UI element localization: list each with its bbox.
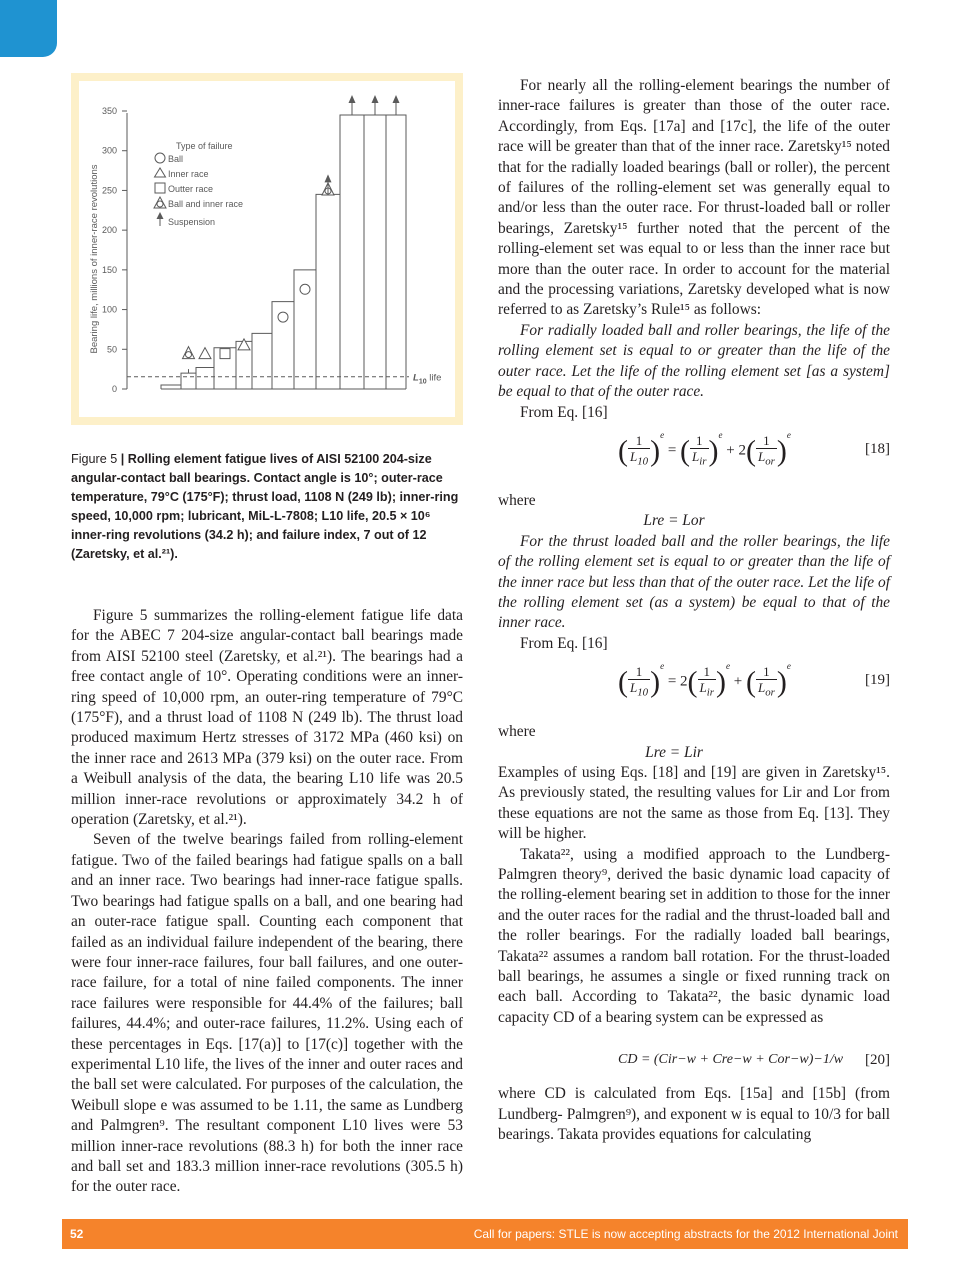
right-paragraph-2: Examples of using Eqs. [18] and [19] are given in Zaretsky¹⁵. As previously stated, the resulting values for Lir and Lor from these equations are not the same as those from Eq. [13]. They will be higher.: [498, 763, 890, 843]
caption-separator: |: [117, 452, 128, 466]
equation-18-body: ( $\frac{1}{L_{10}}$ )$^e$ = ( $\frac{1}{L_{ir}}$ )$^e$ + 2( $\frac{1}{L_{or}}$ )$^e$: [618, 429, 791, 468]
equation-20: [498, 1032, 890, 1080]
suspension-arrow-head: [349, 95, 356, 103]
equation-18-number: [18]: [865, 440, 890, 457]
legend-suspension-icon: [157, 212, 164, 226]
left-column: [71, 606, 463, 1198]
left-paragraph-2: Seven of the twelve bearings failed from rolling-element fatigue. Two of the failed bearings had fatigue spalls on a ball and an inner race. Two bearings had inner-race fatigue spalls. Two bearings had fatigue spalls on a ball, and one bearing had an outer-race fatigue spall. Counting each component that failed as an individual failure independent of the bearing, there were four inner-race failures, four ball failures, and one outer-race failure, for a total of nine failed components. The inner race failures were responsible for 44.4% of the failures; ball failures, 44.4%; and outer-race failures, 11.2%. Using each of these percentages in Eqs. [17(a)] to [17(c)] together with the experimental L10 life, the lives of the inner and outer races and the ball set were calculated. For purposes of the calculation, the Weibull slope e was assumed to be 1.11, the same as Lundberg and Palmgren⁹. The resultant component L10 lives were 53 million inner-race revolutions (88.3 h) for both the inner race and ball set and 183.3 million inner-race revolutions (305.5 h) for the outer race.: [71, 831, 463, 1196]
legend-suspension: Suspension: [168, 217, 216, 227]
from-eq16-b: From Eq. [16]: [520, 634, 608, 652]
y-axis-label: Bearing life, millions of inner-race revolutions: [89, 164, 100, 354]
marker-ball: [300, 284, 310, 294]
legend-outer-race-icon: [155, 183, 165, 193]
y-tick-label: 300: [101, 145, 117, 156]
legend-ball-and-inner-race-icon: [154, 197, 166, 208]
legend-title: Type of failure: [176, 141, 233, 151]
equation-19: [498, 658, 890, 718]
footer-call-for-papers[interactable]: Call for papers: STLE is now accepting abstracts for the 2012 International Joint: [473, 1227, 898, 1241]
suspension-arrow-head: [393, 95, 400, 103]
figure-panel: [79, 81, 455, 417]
fatigue-life-chart: [79, 81, 455, 417]
equation-19-number: [19]: [865, 672, 890, 689]
y-tick-label: 200: [101, 225, 117, 236]
l10-label: $L_{10}$ life: [413, 372, 442, 386]
y-tick-label: 100: [101, 304, 117, 315]
marker-inner-race: [238, 339, 250, 350]
equation-20-body: CD = (Cir−w + Cre−w + Cor−w)−1/w: [618, 1052, 844, 1068]
from-eq16-a: From Eq. [16]: [520, 403, 608, 421]
page-footer: [62, 1219, 908, 1249]
figure-frame: [71, 73, 463, 425]
right-column: [498, 76, 890, 1145]
step-outline: [161, 115, 406, 389]
y-tick-label: 0: [111, 384, 117, 394]
right-paragraph-1: For nearly all the rolling-element bearings the number of inner-race failures is greater than those of the outer race. Accordingly, from Eqs. [17a] and [17c], the life of the outer race will be greater than that of the inner race. Zaretsky¹⁵ noted that for the radially loaded bearings (ball or roller), the percent of failures of the rolling-element set was generally equal to and/or less than the outer race. For thrust-loaded ball or roller bearings, Zaretsky¹⁵ further noted that the percent of the rolling-element set was equal to or less than the inner race but more than the outer race. In order to account for the material and the processing variations, Zaretsky developed what is now referred to as Zaretsky’s Rule¹⁵ as follows:: [498, 77, 890, 319]
right-paragraph-4: where CD is calculated from Eqs. [15a] and [15b] (from Lundberg- Palmgren⁹), and exponent w is equal to 10/3 for ball bearings. Takata provides equations for calculating: [498, 1085, 890, 1144]
right-paragraph-3: Takata²², using a modified approach to the Lundberg-Palmgren theory⁹, derived the basic dynamic load capacity of the rolling-element bearing set in addition to those for the inner and the outer races for the radial and the thrust-loaded ball and the roller bearings. For the radially loaded ball bearings, Takata²² assumes a random ball rotation. For the thrust-loaded ball bearings, he assumes a single or fixed running track on each ball. According to Takata²², the basic dynamic load capacity CD of a bearing system can be expressed as: [498, 845, 890, 1026]
y-tick-label: 350: [101, 106, 117, 116]
where-label-18: where: [498, 491, 536, 509]
marker-ball-inner-race-circle: [186, 352, 192, 358]
zaretsky-rule-radial: For radially loaded ball and roller bearings, the life of the rolling element set is equal to or greater than the life of the outer race. Let the life of the rolling element set [as a system] be equal to that of the outer race.: [498, 321, 890, 401]
where-label-19: where: [498, 723, 536, 741]
figure-label: Figure 5: [71, 452, 118, 466]
legend: [154, 141, 243, 227]
figure-caption: [71, 450, 463, 564]
legend-ball-and-inner-race: Ball and inner race: [168, 199, 244, 209]
legend-inner-race-icon: [155, 168, 166, 177]
y-tick-label: 50: [106, 344, 117, 355]
marker-outer-race: [220, 349, 230, 359]
equation-18: [498, 427, 890, 487]
zaretsky-rule-thrust: For the thrust loaded ball and the roller bearings, the life of the rolling element set is equal to or greater than the life of the inner race but less than that of the outer race. Let the life of the rolling element set (as a system) be equal to that of the inner race.: [498, 532, 890, 632]
corner-tab: [0, 0, 57, 57]
equation-18-condition: Lre = Lor: [643, 512, 705, 530]
y-tick-label: 150: [101, 264, 117, 275]
marker-inner-race: [199, 348, 211, 359]
equation-19-body: ( $\frac{1}{L_{10}}$ )$^e$ = 2( $\frac{1}{L_{ir}}$ )$^e$ + ( $\frac{1}{L_{or}}$ )$^e$: [618, 661, 791, 699]
legend-inner-race: Inner race: [168, 169, 209, 179]
legend-ball: Ball: [168, 154, 184, 164]
legend-ball-icon: [155, 153, 165, 163]
suspension-arrow-head: [372, 95, 379, 103]
caption-text: Rolling element fatigue lives of AISI 52100 204-size angular-contact ball bearings. Contact angle is 10°; outer-race temperature, 79°C (175°F); thrust load, 1108 N (249 lb); inner-ring speed, 10,000 rpm; lubricant, MiL-L-7808; L10 life, 20.5 × 10⁶ inner-ring revolutions (34.2 h); and failure index, 7 out of 12 (Zaretsky, et al.²¹).: [71, 452, 459, 561]
equation-20-number: [20]: [865, 1052, 890, 1069]
equation-19-condition: Lre = Lir: [645, 743, 703, 761]
suspension-arrow-head: [325, 174, 332, 182]
marker-ball: [278, 312, 288, 322]
legend-outer-race: Outter race: [168, 184, 214, 194]
y-tick-label: 250: [101, 185, 117, 196]
left-paragraph-1: Figure 5 summarizes the rolling-element fatigue life data for the ABEC 7 204-size angular-contact ball bearings made from AISI 52100 steel (Zaretsky, et al.²¹). The bearings had a free contact angle of 10°. Operating conditions were an inner-ring speed of 10,000 rpm, an outer-ring temperature of 79°C (175°F), and a thrust load of 1108 N (249 lb). The thrust load produced maximum Hertz stresses of 3172 MPa (460 ksi) on the inner race and 2613 MPa (379 ksi) on the outer race. From a Weibull analysis of the data, the bearing L10 life was 20.5 million inner-race revolutions or approximately 34.2 h of operation (Zaretsky, et al.²¹).: [71, 607, 463, 829]
page-number: 52: [70, 1227, 84, 1241]
